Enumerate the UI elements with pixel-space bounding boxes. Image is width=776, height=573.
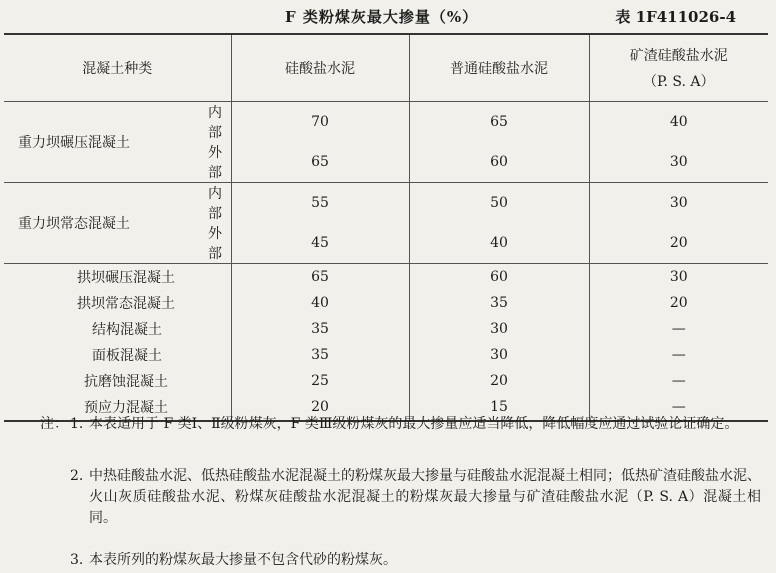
- table-row: [4, 290, 768, 316]
- note-number: 1.: [70, 416, 84, 432]
- header-slag-cement: [589, 34, 768, 102]
- table-cell: —: [589, 368, 768, 394]
- table-row: [4, 368, 768, 394]
- table-cell: 55: [231, 183, 409, 224]
- table-cell: 60: [409, 142, 589, 183]
- table-cell: 30: [409, 316, 589, 342]
- table-cell: 35: [231, 342, 409, 368]
- table-cell: 65: [231, 264, 409, 291]
- note-text: 本表适用于 F 类Ⅰ、Ⅱ级粉煤灰，F 类Ⅲ级粉煤灰的最大掺量应适当降低，降低幅度应通过试验论证确定。: [89, 416, 739, 432]
- table-row: [4, 316, 768, 342]
- table-cell: —: [589, 316, 768, 342]
- note-text: 中热硅酸盐水泥、低热硅酸盐水泥混凝土的粉煤灰最大掺量与硅酸盐水泥混凝土相同；低热矿渣硅酸盐水泥、火山灰质硅酸盐水泥、粉煤灰硅酸盐水泥混凝土的粉煤灰最大掺量与矿渣硅酸盐水泥（P. S. A）混凝土相同。: [89, 468, 761, 526]
- table-cell: 25: [231, 368, 409, 394]
- note-number: 2.: [70, 468, 84, 484]
- sub-label: 内部: [208, 186, 222, 222]
- sub-label: 外部: [150, 142, 231, 183]
- table-cell: 30: [409, 342, 589, 368]
- fly-ash-table: [4, 33, 768, 422]
- table-cell: 70: [231, 102, 409, 143]
- table-cell: 65: [231, 142, 409, 183]
- table-cell: 30: [589, 183, 768, 224]
- table-cell: 20: [589, 223, 768, 264]
- row-label: 抗磨蚀混凝土: [84, 374, 168, 390]
- table-cell: 30: [589, 142, 768, 183]
- row-label: 拱坝常态混凝土: [77, 296, 175, 312]
- table-cell: 40: [231, 290, 409, 316]
- table-title-bar: [0, 6, 776, 28]
- table-cell: 35: [231, 316, 409, 342]
- table-cell: 65: [409, 102, 589, 143]
- table-cell: 15: [409, 394, 589, 421]
- group-label: 重力坝常态混凝土: [4, 183, 150, 264]
- row-label: 结构混凝土: [92, 322, 162, 338]
- table-row: [4, 102, 768, 143]
- row-label: 拱坝碾压混凝土: [77, 270, 175, 286]
- table-cell: 50: [409, 183, 589, 224]
- table-cell: 20: [589, 290, 768, 316]
- table-title: F 类粉煤灰最大掺量（%）: [285, 8, 479, 26]
- table-cell: —: [589, 394, 768, 421]
- header-slag-cement-line2: （P. S. A）: [642, 74, 715, 90]
- header-ordinary-portland-cement: 普通硅酸盐水泥: [409, 34, 589, 102]
- table-row: [4, 342, 768, 368]
- note-number: 3.: [70, 552, 84, 568]
- table-cell: 45: [231, 223, 409, 264]
- table-row: [4, 264, 768, 291]
- sub-label: 外部: [150, 223, 231, 264]
- notes-label: 注：: [40, 416, 68, 432]
- header-slag-cement-line1: 矿渣硅酸盐水泥: [629, 48, 728, 64]
- table-cell: 40: [589, 102, 768, 143]
- table-cell: 60: [409, 264, 589, 291]
- table-cell: 20: [231, 394, 409, 421]
- header-concrete-type: 混凝土种类: [4, 34, 231, 102]
- table-cell: —: [589, 342, 768, 368]
- row-label: 预应力混凝土: [4, 394, 231, 421]
- table-header-row: [4, 34, 768, 102]
- header-portland-cement: 硅酸盐水泥: [231, 34, 409, 102]
- group-label: 重力坝碾压混凝土: [4, 102, 150, 183]
- table-cell: 20: [409, 368, 589, 394]
- row-label: 面板混凝土: [92, 348, 162, 364]
- table-id: 表 1F411026-4: [615, 8, 736, 26]
- sub-label: 内部: [208, 105, 222, 141]
- table-row: [4, 183, 768, 224]
- note-text: 本表所列的粉煤灰最大掺量不包含代砂的粉煤灰。: [89, 552, 397, 568]
- table-cell: 40: [409, 223, 589, 264]
- table-cell: 35: [409, 290, 589, 316]
- table-cell: 30: [589, 264, 768, 291]
